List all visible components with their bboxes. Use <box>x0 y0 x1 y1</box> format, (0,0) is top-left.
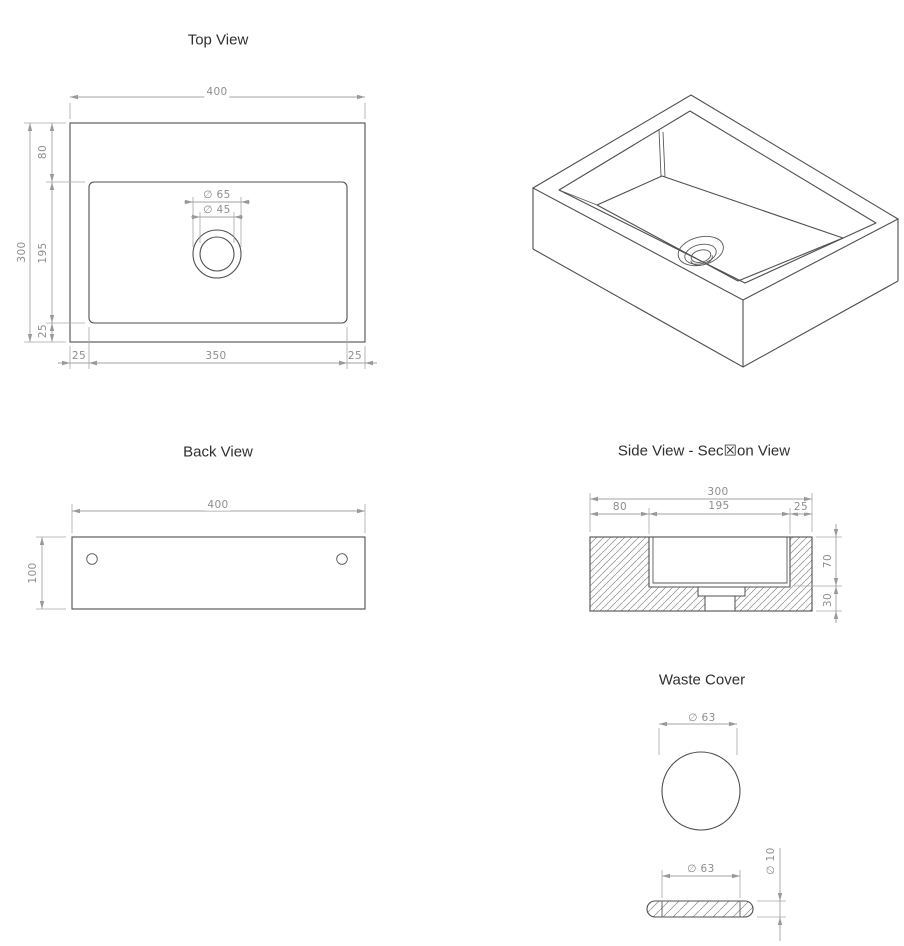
dim-section-overall-width: 300 <box>707 485 729 498</box>
waste-cover-circle <box>662 752 740 830</box>
isometric-view-linework <box>533 95 898 367</box>
dim-top-overall-width: 400 <box>206 85 228 98</box>
dim-top-drain-inner: ∅ 45 <box>203 203 231 216</box>
dim-top-right-wall: 25 <box>347 349 363 362</box>
dim-top-basin-depth: 195 <box>36 242 49 264</box>
back-view-left-hole <box>87 554 98 565</box>
dim-waste-thickness: ∅ 10 <box>764 847 777 875</box>
section-drain-flange <box>698 587 745 596</box>
dim-back-height: 100 <box>26 562 39 584</box>
iso-basin-floor <box>597 176 843 281</box>
top-view-extension-lines <box>24 103 365 369</box>
top-view-title: Top View <box>187 31 249 49</box>
back-view-extension-lines <box>36 504 365 609</box>
dim-section-back-ledge: 80 <box>612 500 628 513</box>
section-cavity-far-edge <box>653 537 787 583</box>
iso-inner-wall-edge <box>659 130 665 177</box>
top-view-drain-inner-circle <box>200 237 234 271</box>
back-view-right-hole <box>337 554 348 565</box>
dim-top-overall-depth: 300 <box>15 241 28 263</box>
iso-body-edges <box>533 188 898 367</box>
waste-cover-title: Waste Cover <box>658 671 746 689</box>
back-view-linework <box>36 504 365 609</box>
dim-top-basin-width: 350 <box>205 349 227 362</box>
section-right-wall-hatch <box>790 537 812 611</box>
dim-section-base-thickness: 30 <box>821 592 834 608</box>
back-view-dimension-lines <box>42 511 365 609</box>
dim-section-basin-width: 195 <box>708 499 730 512</box>
dim-section-front-wall: 25 <box>793 500 809 513</box>
dim-back-width: 400 <box>207 498 229 511</box>
back-view-outline <box>72 537 365 609</box>
dim-top-front-wall: 25 <box>36 323 49 339</box>
dim-top-left-wall: 25 <box>71 349 87 362</box>
section-drain-stem <box>705 596 735 611</box>
dim-waste-side-diameter: ∅ 63 <box>687 862 715 875</box>
top-view-linework <box>24 97 377 369</box>
dim-section-basin-depth: 70 <box>821 553 834 569</box>
dim-top-drain-outer: ∅ 65 <box>203 188 231 201</box>
section-cavity <box>649 537 790 587</box>
section-view-title: Side View - Sec☒on View <box>617 442 791 460</box>
back-view-title: Back View <box>183 443 253 461</box>
top-view-outer-rect <box>70 123 365 342</box>
iso-basin-rim <box>559 111 876 283</box>
waste-cover-profile <box>647 901 753 917</box>
dim-top-back-ledge: 80 <box>36 144 49 160</box>
dim-waste-top-diameter: ∅ 63 <box>688 711 716 724</box>
waste-cover-linework <box>647 724 786 941</box>
section-left-wall-hatch <box>590 537 649 611</box>
